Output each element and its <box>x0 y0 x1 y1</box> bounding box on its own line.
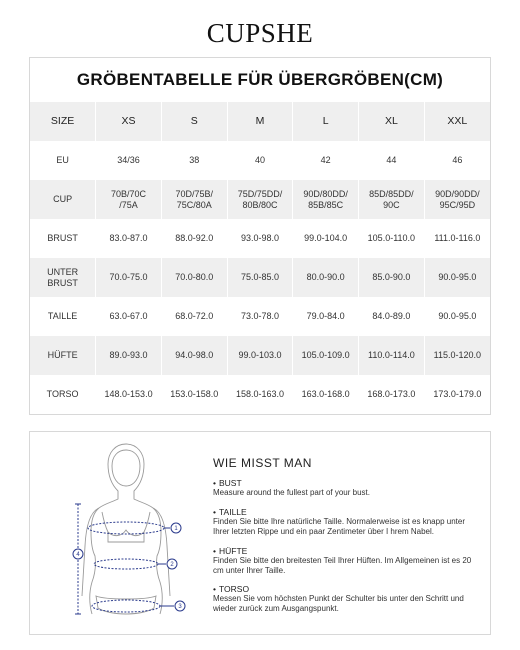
table-row-hüfte <box>30 336 490 375</box>
table-cell: 46 <box>452 155 463 165</box>
table-cell: 111.0-116.0 <box>434 233 481 243</box>
measure-heading: TORSO <box>218 584 250 594</box>
table-cell: 73.0-78.0 <box>227 297 293 336</box>
table-row-unter-brust <box>30 258 490 297</box>
size-table <box>30 102 490 414</box>
row-label: TORSO <box>30 375 96 414</box>
table-cell: 90.0-95.0 <box>424 258 490 297</box>
column-header-s: S <box>161 102 227 141</box>
table-cell: 44 <box>359 141 425 180</box>
bullet-icon: • <box>213 478 216 488</box>
table-cell: 34/36 <box>96 141 162 180</box>
size-chart-title: GRÖBENTABELLE FÜR ÜBERGRÖBEN(CM) <box>76 70 444 89</box>
table-cell: 90D/90DD/ 95C/95D <box>424 180 490 219</box>
measure-item-torso <box>213 584 478 614</box>
table-row-cup <box>30 180 490 219</box>
column-header-xl: XL <box>359 102 425 141</box>
marker-1-label: 1 <box>174 526 178 533</box>
measure-text: Finden Sie bitte Ihre natürliche Taille. Normalerweise ist es knapp unter Ihrer letzten Rippe und ein paar Zentimeter über I hrem Nabel. <box>213 517 465 536</box>
table-cell: 83.0-87.0 <box>96 219 162 258</box>
row-label: HÜFTE <box>30 336 96 375</box>
table-row-eu <box>30 141 490 180</box>
table-cell: 93.0-98.0 <box>227 219 293 258</box>
marker-4-label: 4 <box>76 552 80 559</box>
guide-title: WIE MISST MAN <box>213 456 312 470</box>
table-cell: 38 <box>161 141 227 180</box>
marker-2-label: 2 <box>170 562 174 569</box>
table-cell: 88.0-92.0 <box>161 219 227 258</box>
table-cell: 63.0-67.0 <box>96 297 162 336</box>
table-cell: 173.0-179.0 <box>433 389 482 399</box>
bullet-icon: • <box>213 507 216 517</box>
table-cell: 40 <box>227 141 293 180</box>
table-cell: 94.0-98.0 <box>161 336 227 375</box>
table-header-row <box>30 102 490 141</box>
measure-text: Finden Sie bitte den breitesten Teil Ihrer Hüften. Im Allgemeinen ist es 20 cm unter Ihrer Taille. <box>213 556 472 575</box>
table-row-torso <box>30 375 490 414</box>
size-chart-card <box>29 57 491 415</box>
table-cell: 105.0-110.0 <box>359 219 425 258</box>
table-cell: 158.0-163.0 <box>227 375 293 414</box>
column-header-size: SIZE <box>30 102 96 141</box>
table-cell: 70D/75B/ 75C/80A <box>161 180 227 219</box>
table-cell: 85.0-90.0 <box>359 258 425 297</box>
measure-guide-card <box>29 431 491 635</box>
table-cell: 80.0-90.0 <box>293 258 359 297</box>
measure-text: Messen Sie vom höchsten Punkt der Schulter bis unter den Schritt und wieder zurück zum Ausgangspunkt. <box>213 594 464 613</box>
table-cell: 70.0-80.0 <box>161 258 227 297</box>
measure-heading: TAILLE <box>218 507 247 517</box>
table-cell: 110.0-114.0 <box>359 336 425 375</box>
column-header-xxl: XXL <box>424 102 490 141</box>
marker-3-label: 3 <box>178 604 182 611</box>
row-label: EU <box>30 141 96 180</box>
row-label: CUP <box>30 180 96 219</box>
table-cell: 79.0-84.0 <box>293 297 359 336</box>
measure-item-bust <box>213 478 478 498</box>
measure-item-taille <box>213 507 478 537</box>
table-cell: 68.0-72.0 <box>161 297 227 336</box>
table-cell: 153.0-158.0 <box>161 375 227 414</box>
table-cell: 99.0-104.0 <box>293 219 359 258</box>
bullet-icon: • <box>213 546 216 556</box>
table-cell: 85D/85DD/ 90C <box>359 180 425 219</box>
table-cell: 105.0-109.0 <box>293 336 359 375</box>
measure-text: Measure around the fullest part of your bust. <box>213 488 370 497</box>
column-header-xs: XS <box>96 102 162 141</box>
table-cell: 70.0-75.0 <box>96 258 162 297</box>
table-cell: 90.0-95.0 <box>438 311 477 321</box>
measure-item-huefte <box>213 546 478 576</box>
row-label: UNTER BRUST <box>30 258 96 297</box>
table-cell: 163.0-168.0 <box>293 375 359 414</box>
table-cell: 148.0-153.0 <box>96 375 162 414</box>
table-cell: 168.0-173.0 <box>359 375 425 414</box>
table-row-taille <box>30 297 490 336</box>
column-header-m: M <box>227 102 293 141</box>
table-cell: 84.0-89.0 <box>359 297 425 336</box>
measure-heading: HÜFTE <box>218 546 248 556</box>
table-cell: 115.0-120.0 <box>424 336 490 375</box>
table-cell: 89.0-93.0 <box>96 336 162 375</box>
measure-heading: BUST <box>218 478 242 488</box>
table-cell: 75D/75DD/ 80B/80C <box>227 180 293 219</box>
table-cell: 90D/80DD/ 85B/85C <box>293 180 359 219</box>
bullet-icon: • <box>213 584 216 594</box>
table-cell: 42 <box>293 141 359 180</box>
table-cell: 70B/70C /75A <box>96 180 162 219</box>
table-cell: 99.0-103.0 <box>227 336 293 375</box>
row-label: TAILLE <box>30 297 96 336</box>
column-header-l: L <box>293 102 359 141</box>
table-cell: 75.0-85.0 <box>227 258 293 297</box>
table-row-brust <box>30 219 490 258</box>
brand-logo: CUPSHE <box>206 18 314 48</box>
body-figure-illustration <box>42 436 222 632</box>
row-label: BRUST <box>30 219 96 258</box>
